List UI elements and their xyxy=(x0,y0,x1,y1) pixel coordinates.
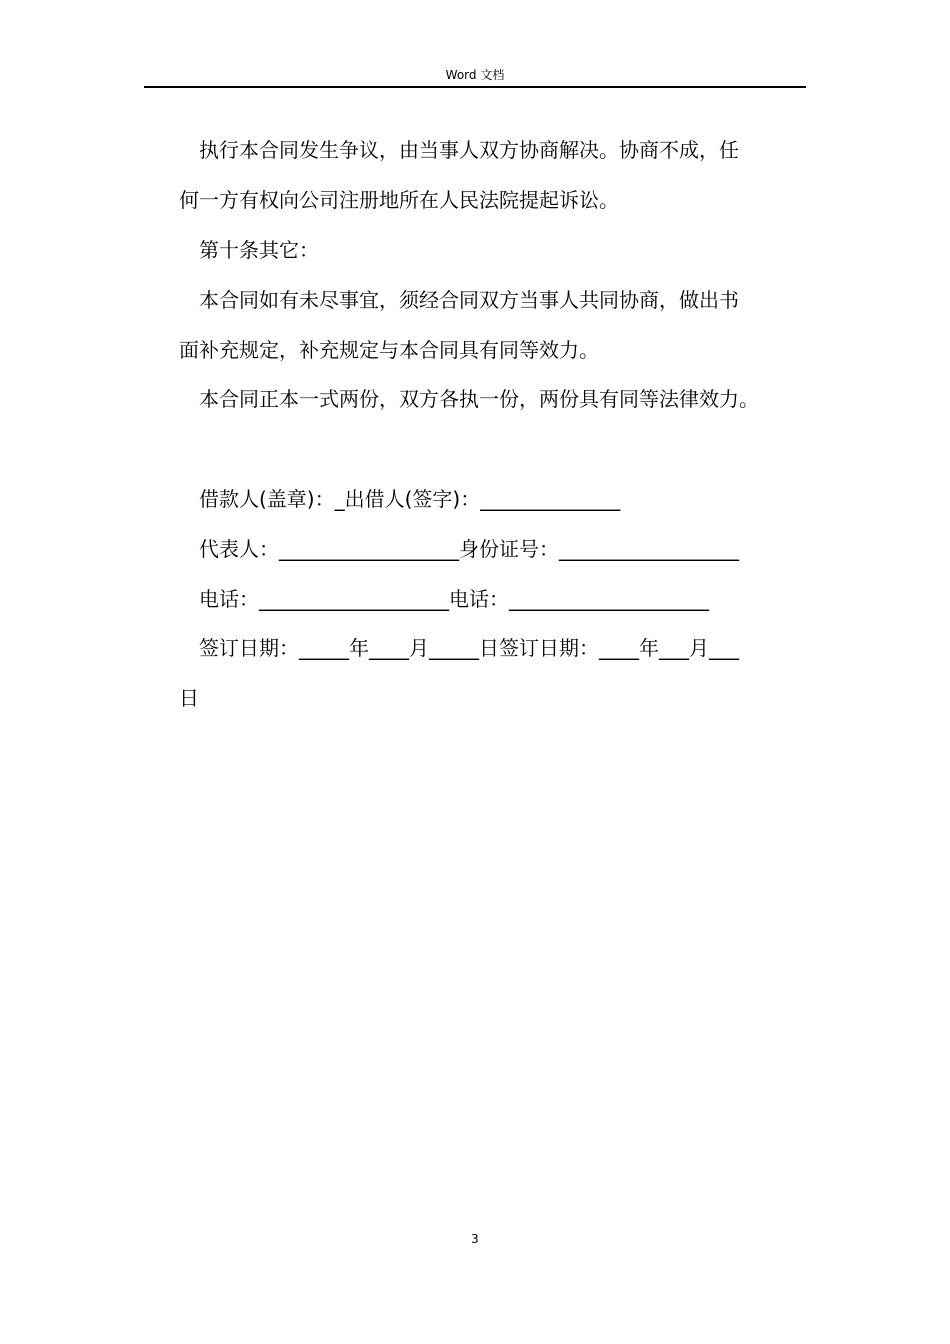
paragraph-copies: 本合同正本一式两份，双方各执一份，两份具有同等法律效力。 xyxy=(199,387,759,411)
signature-borrower-lender: 借款人(盖章)：_出借人(签字)：______________ xyxy=(199,487,621,511)
signature-phone: 电话：___________________电话：____________________ xyxy=(199,587,709,611)
paragraph-dispute-line-2: 何一方有权向公司注册地所在人民法院提起诉讼。 xyxy=(179,188,619,212)
signature-representative-id: 代表人：__________________身份证号：__________________ xyxy=(199,537,739,561)
signature-date-line-1: 签订日期：_____年____月_____日签订日期：____年___月___ xyxy=(199,636,739,660)
signature-date-line-2: 日 xyxy=(179,686,199,710)
paragraph-supplement-line-2: 面补充规定，补充规定与本合同具有同等效力。 xyxy=(179,338,599,362)
paragraph-supplement-line-1: 本合同如有未尽事宜，须经合同双方当事人共同协商，做出书 xyxy=(199,288,739,312)
page-header: Word 文档 xyxy=(445,68,505,82)
article-ten-heading: 第十条其它： xyxy=(199,238,319,262)
page-number: 3 xyxy=(471,1232,479,1246)
paragraph-dispute-line-1: 执行本合同发生争议，由当事人双方协商解决。协商不成，任 xyxy=(199,138,739,162)
